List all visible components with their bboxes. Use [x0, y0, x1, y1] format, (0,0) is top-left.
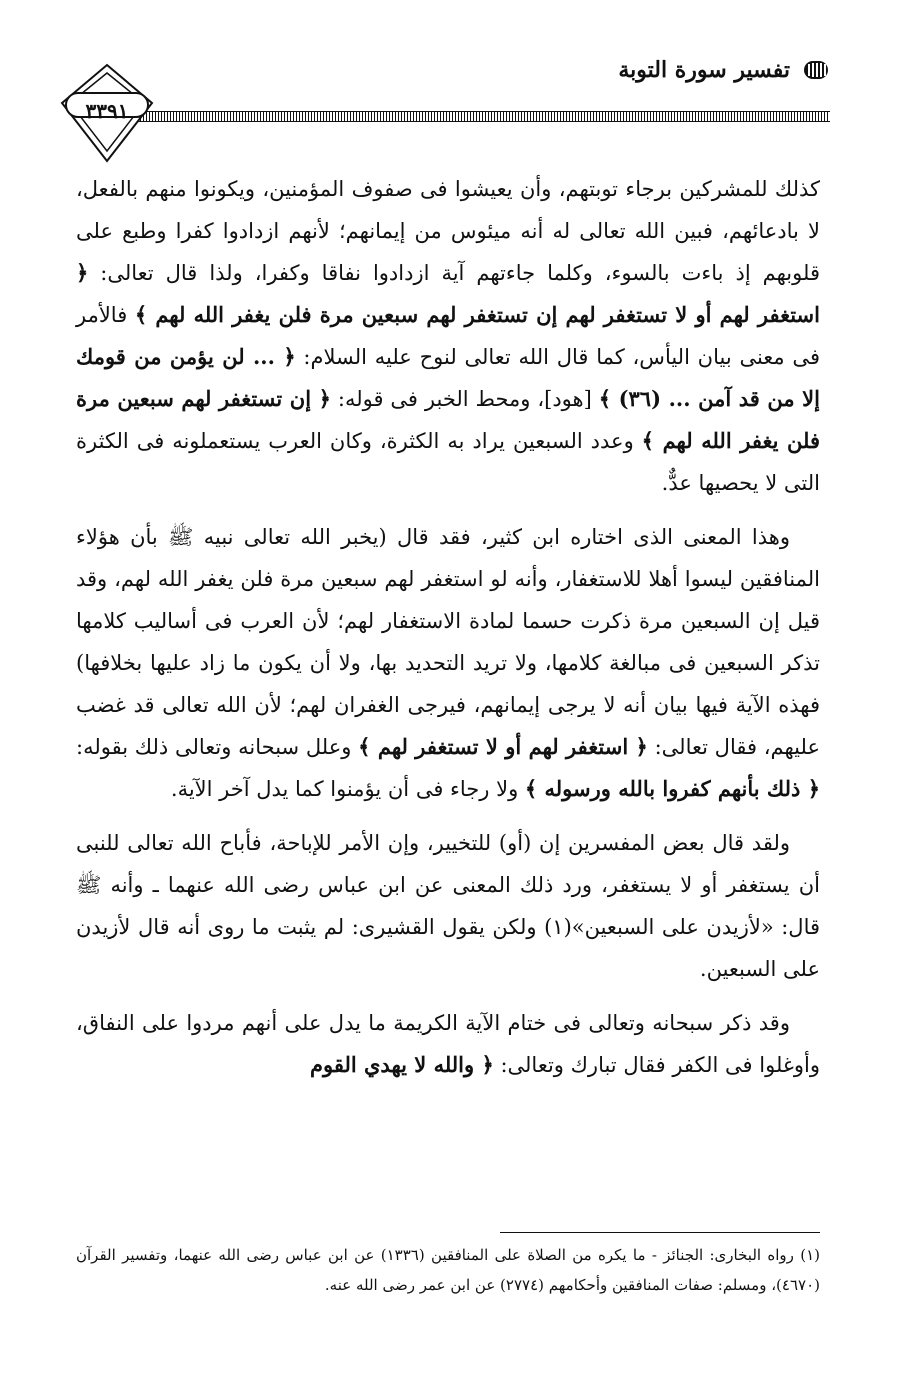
main-text: [76, 168, 820, 1098]
paragraph-text: كذلك للمشركين برجاء توبتهم، وأن يعيشوا فى صفوف المؤمنين، ويكونوا منهم بالفعل، لا بادعائهم، فبين الله تعالى له أنه ميئوس من إيمانهم؛ لأنهم ازدادوا كفرا وطبع على قلوبهم إذ باءت بالسوء، وكلما جاءتهم آية ازدادوا نفاقا وكفرا، ولذا قال تعالى:: [76, 177, 820, 285]
paragraph-text: فالأمر فى معنى بيان اليأس، كما قال الله تعالى لنوح عليه السلام:: [76, 303, 820, 369]
quran-quote: ﴿ ... لن يؤمن من قومك إلا من قد آمن ... (٣٦) ﴾: [76, 344, 820, 411]
paragraph-3: [76, 822, 820, 990]
paragraph-text: وقد ذكر سبحانه وتعالى فى ختام الآية الكريمة ما يدل على أنهم مردوا على النفاق، وأوغلوا فى الكفر فقال تبارك وتعالى:: [76, 1011, 820, 1077]
paragraph-text: وعدد السبعين يراد به الكثرة، وكان العرب يستعملونه فى الكثرة التى لا يحصيها عدٌّ.: [76, 429, 820, 495]
paragraph-text: ولا رجاء فى أن يؤمنوا كما يدل آخر الآية.: [170, 777, 525, 801]
paragraph-1: [76, 168, 820, 504]
paragraph-text: وهذا المعنى الذى اختاره ابن كثير، فقد قال (يخبر الله تعالى نبيه ﷺ بأن هؤلاء المنافقين ليسوا أهلا للاستغفار، وأنه لو استغفر لهم سبعين مرة فلن يغفر الله لهم، وقد قيل إن السبعين مرة ذكرت حسما لمادة الاستغفار لهم؛ لأن العرب فى أساليب كلامها تذكر السبعين فى مبالغة كلامها، ولا تريد التحديد بها، ولا أن يكون ما زاد عليها بخلافها) فهذه الآية فيها بيان أنه لا يرجى إيمانهم، فيرجى الغفران لهم؛ لأن الله تعالى قد غضب عليهم، فقال تعالى:: [76, 525, 820, 759]
quran-quote: ﴿ ذلك بأنهم كفروا بالله ورسوله ﴾: [524, 776, 820, 801]
paragraph-2: [76, 516, 820, 810]
quran-quote: ﴿ إن تستغفر لهم سبعين مرة فلن يغفر الله لهم ﴾: [76, 386, 820, 453]
quran-quote: ﴿ والله لا يهدي القوم: [309, 1052, 494, 1077]
ornament-icon: [802, 59, 830, 81]
page-number: ٣٣٩١: [85, 99, 129, 123]
header-rule: [122, 111, 830, 122]
paragraph-text: [هود]، ومحط الخبر فى قوله:: [330, 387, 599, 411]
page-number-badge: [60, 63, 154, 163]
paragraph-text: وعلل سبحانه وتعالى ذلك بقوله:: [76, 735, 359, 759]
paragraph-text: ولقد قال بعض المفسرين إن (أو) للتخيير، وإن الأمر للإباحة، فأباح الله تعالى للنبى أن يستغفر أو لا يستغفر، ورد ذلك المعنى عن ابن عباس رضى الله عنهما ـ وأنه ﷺ قال: «لأزيدن على السبعين»(١) ولكن يقول القشيرى: لم يثبت ما روى أنه قال لأزيدن على السبعين.: [76, 831, 821, 981]
page-header: [50, 45, 830, 155]
footnote-separator: [500, 1232, 820, 1233]
paragraph-4: [76, 1002, 820, 1086]
quran-quote: ﴿ استغفر لهم أو لا تستغفر لهم ﴾: [358, 734, 648, 759]
chapter-title: تفسير سورة التوبة: [618, 57, 790, 83]
quran-quote: ﴿ استغفر لهم أو لا تستغفر لهم إن تستغفر لهم سبعين مرة فلن يغفر الله لهم ﴾: [76, 260, 820, 327]
footnote: (١) رواه البخارى: الجنائز - ما يكره من الصلاة على المنافقين (١٣٣٦) عن ابن عباس رضى الله عنهما، وتفسير القرآن (٤٦٧٠)، ومسلم: صفات المنافقين وأحكامهم (٢٧٧٤) عن ابن عمر رضى الله عنه.: [76, 1246, 820, 1294]
